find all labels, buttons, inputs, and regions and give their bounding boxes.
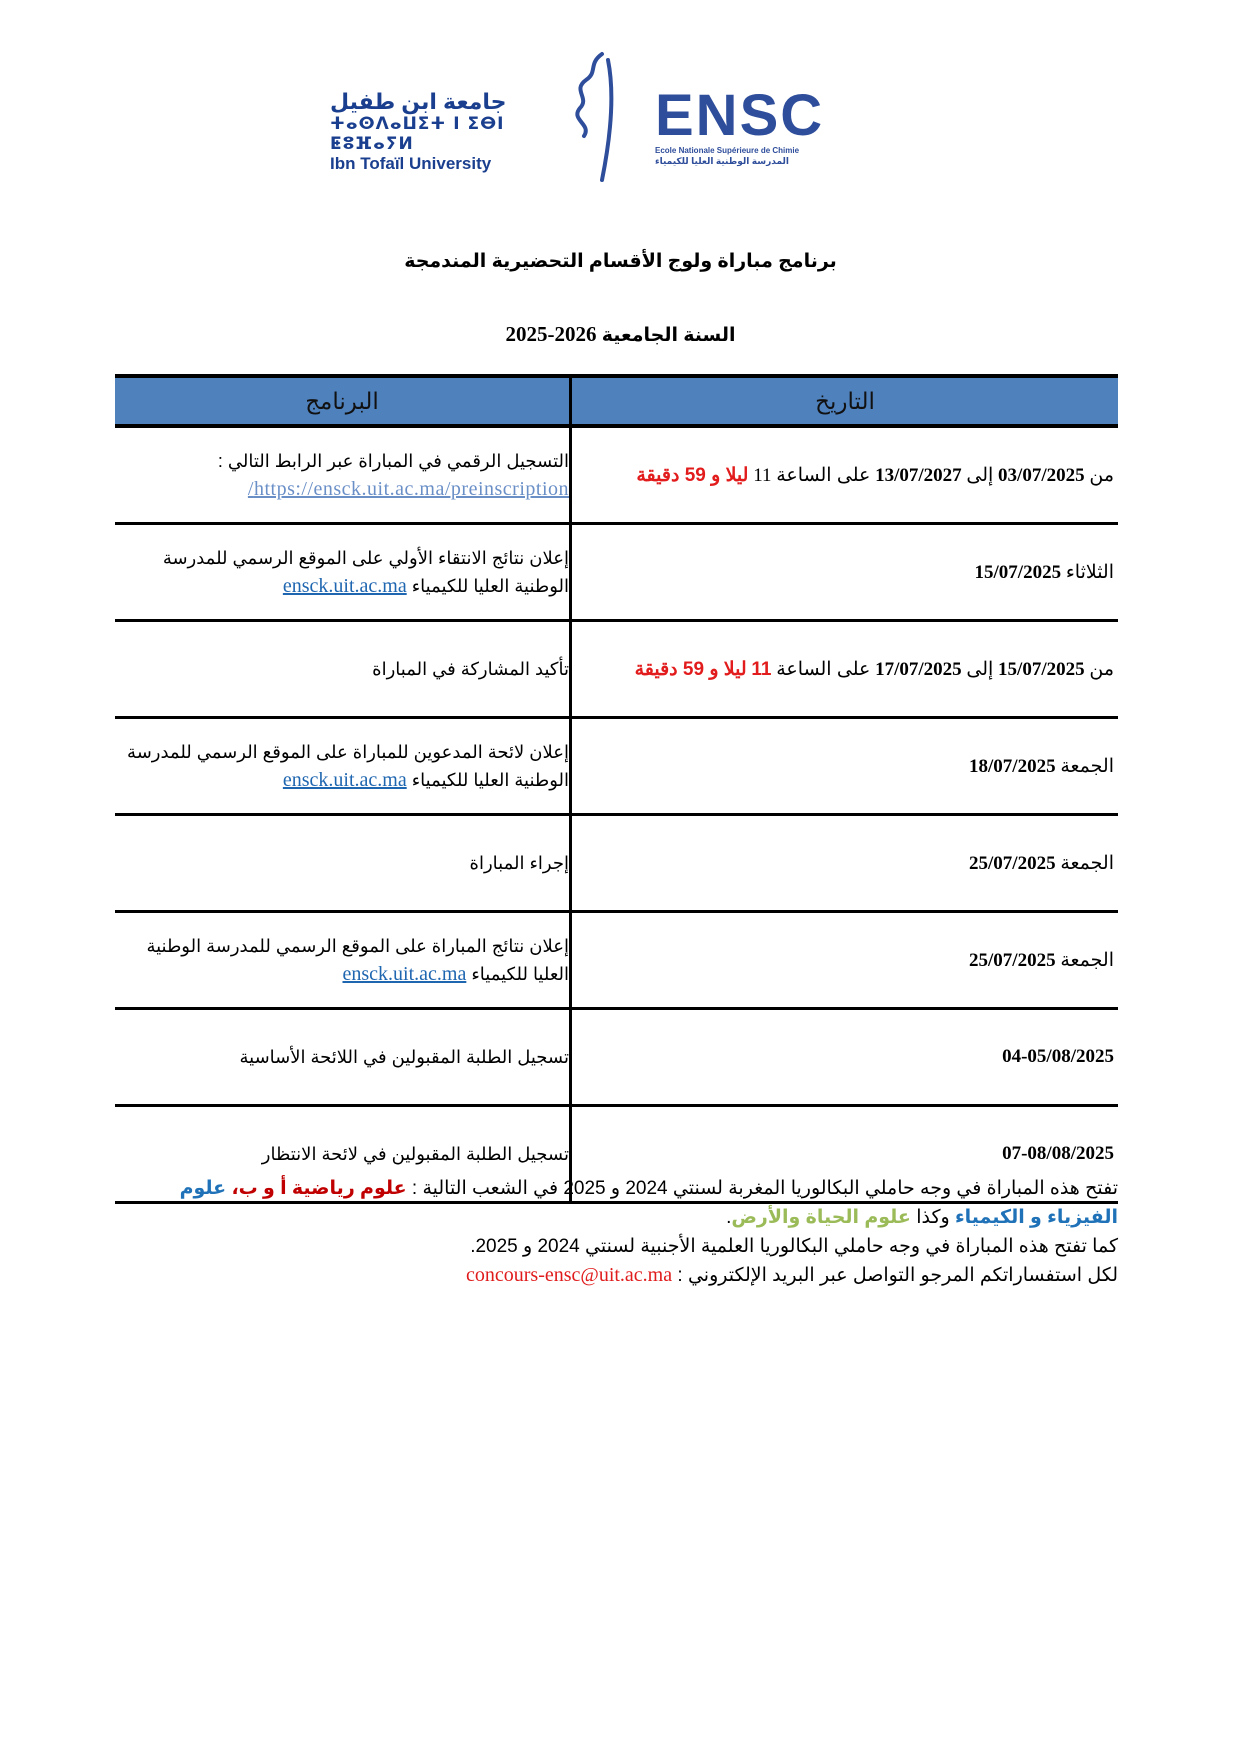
program-text: تأكيد المشاركة في المباراة [372, 659, 569, 679]
date-cell [571, 718, 1119, 815]
ensc-acronym: ENSC [655, 83, 825, 148]
weekday: الجمعة [1060, 852, 1114, 874]
program-cell [115, 621, 571, 718]
program-cell [115, 718, 571, 815]
deadline-suffix: ليلا و 59 دقيقة [636, 464, 749, 486]
date-cell [571, 912, 1119, 1009]
table-row [115, 1009, 1118, 1106]
note-text: تفتح هذه المباراة في وجه حاملي البكالوريا المغربة لسنتي 2024 و 2025 في الشعب التالية : [411, 1178, 1118, 1199]
schedule-table [115, 374, 1118, 1204]
table-header-row [115, 376, 1118, 426]
note-foreign-bac: كما تفتح هذه المباراة في وجه حاملي البكالوريا العلمية الأجنبية لسنتي 2024 و 2025. [470, 1236, 1118, 1257]
program-text: إعلان نتائج المباراة على الموقع الرسمي للمدرسة الوطنية العليا للكيمياء [146, 936, 569, 984]
ibn-tofail-logo [330, 90, 560, 174]
to-label: إلى [966, 658, 994, 680]
date-cell [571, 426, 1119, 524]
event-date: 25/07/2025 [969, 852, 1056, 874]
program-cell [115, 912, 571, 1009]
date-cell [571, 815, 1119, 912]
program-text: إعلان لائحة المدعوين للمباراة على الموقع الرسمي للمدرسة الوطنية العليا للكيمياء [127, 742, 569, 790]
separator: ، [231, 1178, 239, 1199]
event-date: 18/07/2025 [969, 755, 1056, 777]
column-header-program: البرنامج [115, 376, 571, 426]
from-label: من [1089, 658, 1114, 680]
program-text: التسجيل الرقمي في المباراة عبر الرابط التالي : [217, 451, 569, 471]
from-label: من [1089, 464, 1114, 486]
column-header-date: التاريخ [571, 376, 1119, 426]
weekday: الجمعة [1060, 949, 1114, 971]
website-link[interactable]: ensck.uit.ac.ma [282, 769, 407, 791]
note-text: وكذا [916, 1207, 950, 1228]
program-text: تسجيل الطلبة المقبولين في اللائحة الأساسية [239, 1047, 569, 1067]
track-math: علوم رياضية أ و ب [238, 1178, 407, 1199]
deadline-suffix: ليلا و 59 دقيقة [634, 658, 747, 680]
note-text: لكل استفساراتكم المرجو التواصل عبر البريد الإلكتروني : [677, 1265, 1118, 1286]
weekday: الجمعة [1060, 755, 1114, 777]
page-title: برنامج مباراة ولوج الأقسام التحضيرية المندمجة [404, 251, 837, 272]
university-name-tifinagh: ⵜⴰⵙⴷⴰⵡⵉⵜ ⵏ ⵉⴱⵏ ⵟⵓⴼⴰⵢⵍ [330, 114, 505, 154]
website-link[interactable]: ensck.uit.ac.ma [282, 575, 407, 597]
table-row [115, 718, 1118, 815]
weekday: الثلاثاء [1065, 561, 1114, 583]
event-date: 15/07/2025 [974, 561, 1062, 583]
note-moroccan-bac [112, 1174, 1118, 1232]
program-text: إعلان نتائج الانتقاء الأولي على الموقع الرسمي للمدرسة الوطنية العليا للكيمياء [162, 548, 569, 596]
program-cell [115, 1009, 571, 1106]
track-physics-chemistry: علوم الفيزياء و الكيمياء [179, 1178, 1118, 1228]
ensc-logo [655, 83, 885, 167]
event-date: 07-08/08/2025 [1002, 1143, 1114, 1164]
table-row [115, 524, 1118, 621]
university-name-ar: جامعة ابن طفيل [330, 89, 507, 114]
table-row [115, 621, 1118, 718]
header-logos [330, 50, 870, 185]
start-date: 03/07/2025 [998, 464, 1085, 486]
program-text: تسجيل الطلبة المقبولين في لائحة الانتظار [261, 1144, 569, 1164]
ensc-name-ar: المدرسة الوطنية العليا للكيمياء [655, 156, 789, 166]
event-date: 25/07/2025 [969, 949, 1056, 971]
program-cell [115, 815, 571, 912]
at-label: على الساعة [776, 464, 871, 486]
track-life-earth-sciences: علوم الحياة والأرض [731, 1207, 911, 1228]
university-name-en: Ibn Tofaïl University [330, 154, 492, 173]
ensc-name-fr: Ecole Nationale Supérieure de Chimie [655, 146, 800, 155]
end-date: 13/07/2027 [875, 464, 962, 486]
eligibility-notes [112, 1174, 1118, 1290]
start-date: 15/07/2025 [998, 658, 1085, 680]
deadline-hour: 11 [753, 464, 772, 486]
table-row [115, 426, 1118, 524]
academic-year-title [0, 322, 1241, 347]
date-cell [571, 1009, 1119, 1106]
at-label: على الساعة [776, 658, 871, 680]
preinscription-link[interactable]: https://ensck.uit.ac.ma/preinscription/ [247, 478, 569, 500]
event-date: 04-05/08/2025 [1002, 1046, 1114, 1067]
contact-email-link[interactable]: concours-ensc@uit.ac.ma [466, 1264, 673, 1286]
to-label: إلى [966, 464, 994, 486]
program-text: إجراء المباراة [469, 853, 569, 873]
date-cell [571, 524, 1119, 621]
website-link[interactable]: ensck.uit.ac.ma [342, 963, 467, 985]
table-row [115, 912, 1118, 1009]
separator: . [726, 1207, 732, 1228]
academic-year-value: 2026-2025 [505, 322, 597, 346]
program-cell [115, 426, 571, 524]
program-cell [115, 524, 571, 621]
ensc-swirl-emblem-icon [568, 50, 628, 185]
table-row [115, 815, 1118, 912]
date-cell [571, 621, 1119, 718]
academic-year-label: السنة الجامعية [601, 325, 736, 346]
deadline-hour: 11 [751, 658, 772, 680]
end-date: 17/07/2025 [875, 658, 962, 680]
note-contact [112, 1261, 1118, 1290]
